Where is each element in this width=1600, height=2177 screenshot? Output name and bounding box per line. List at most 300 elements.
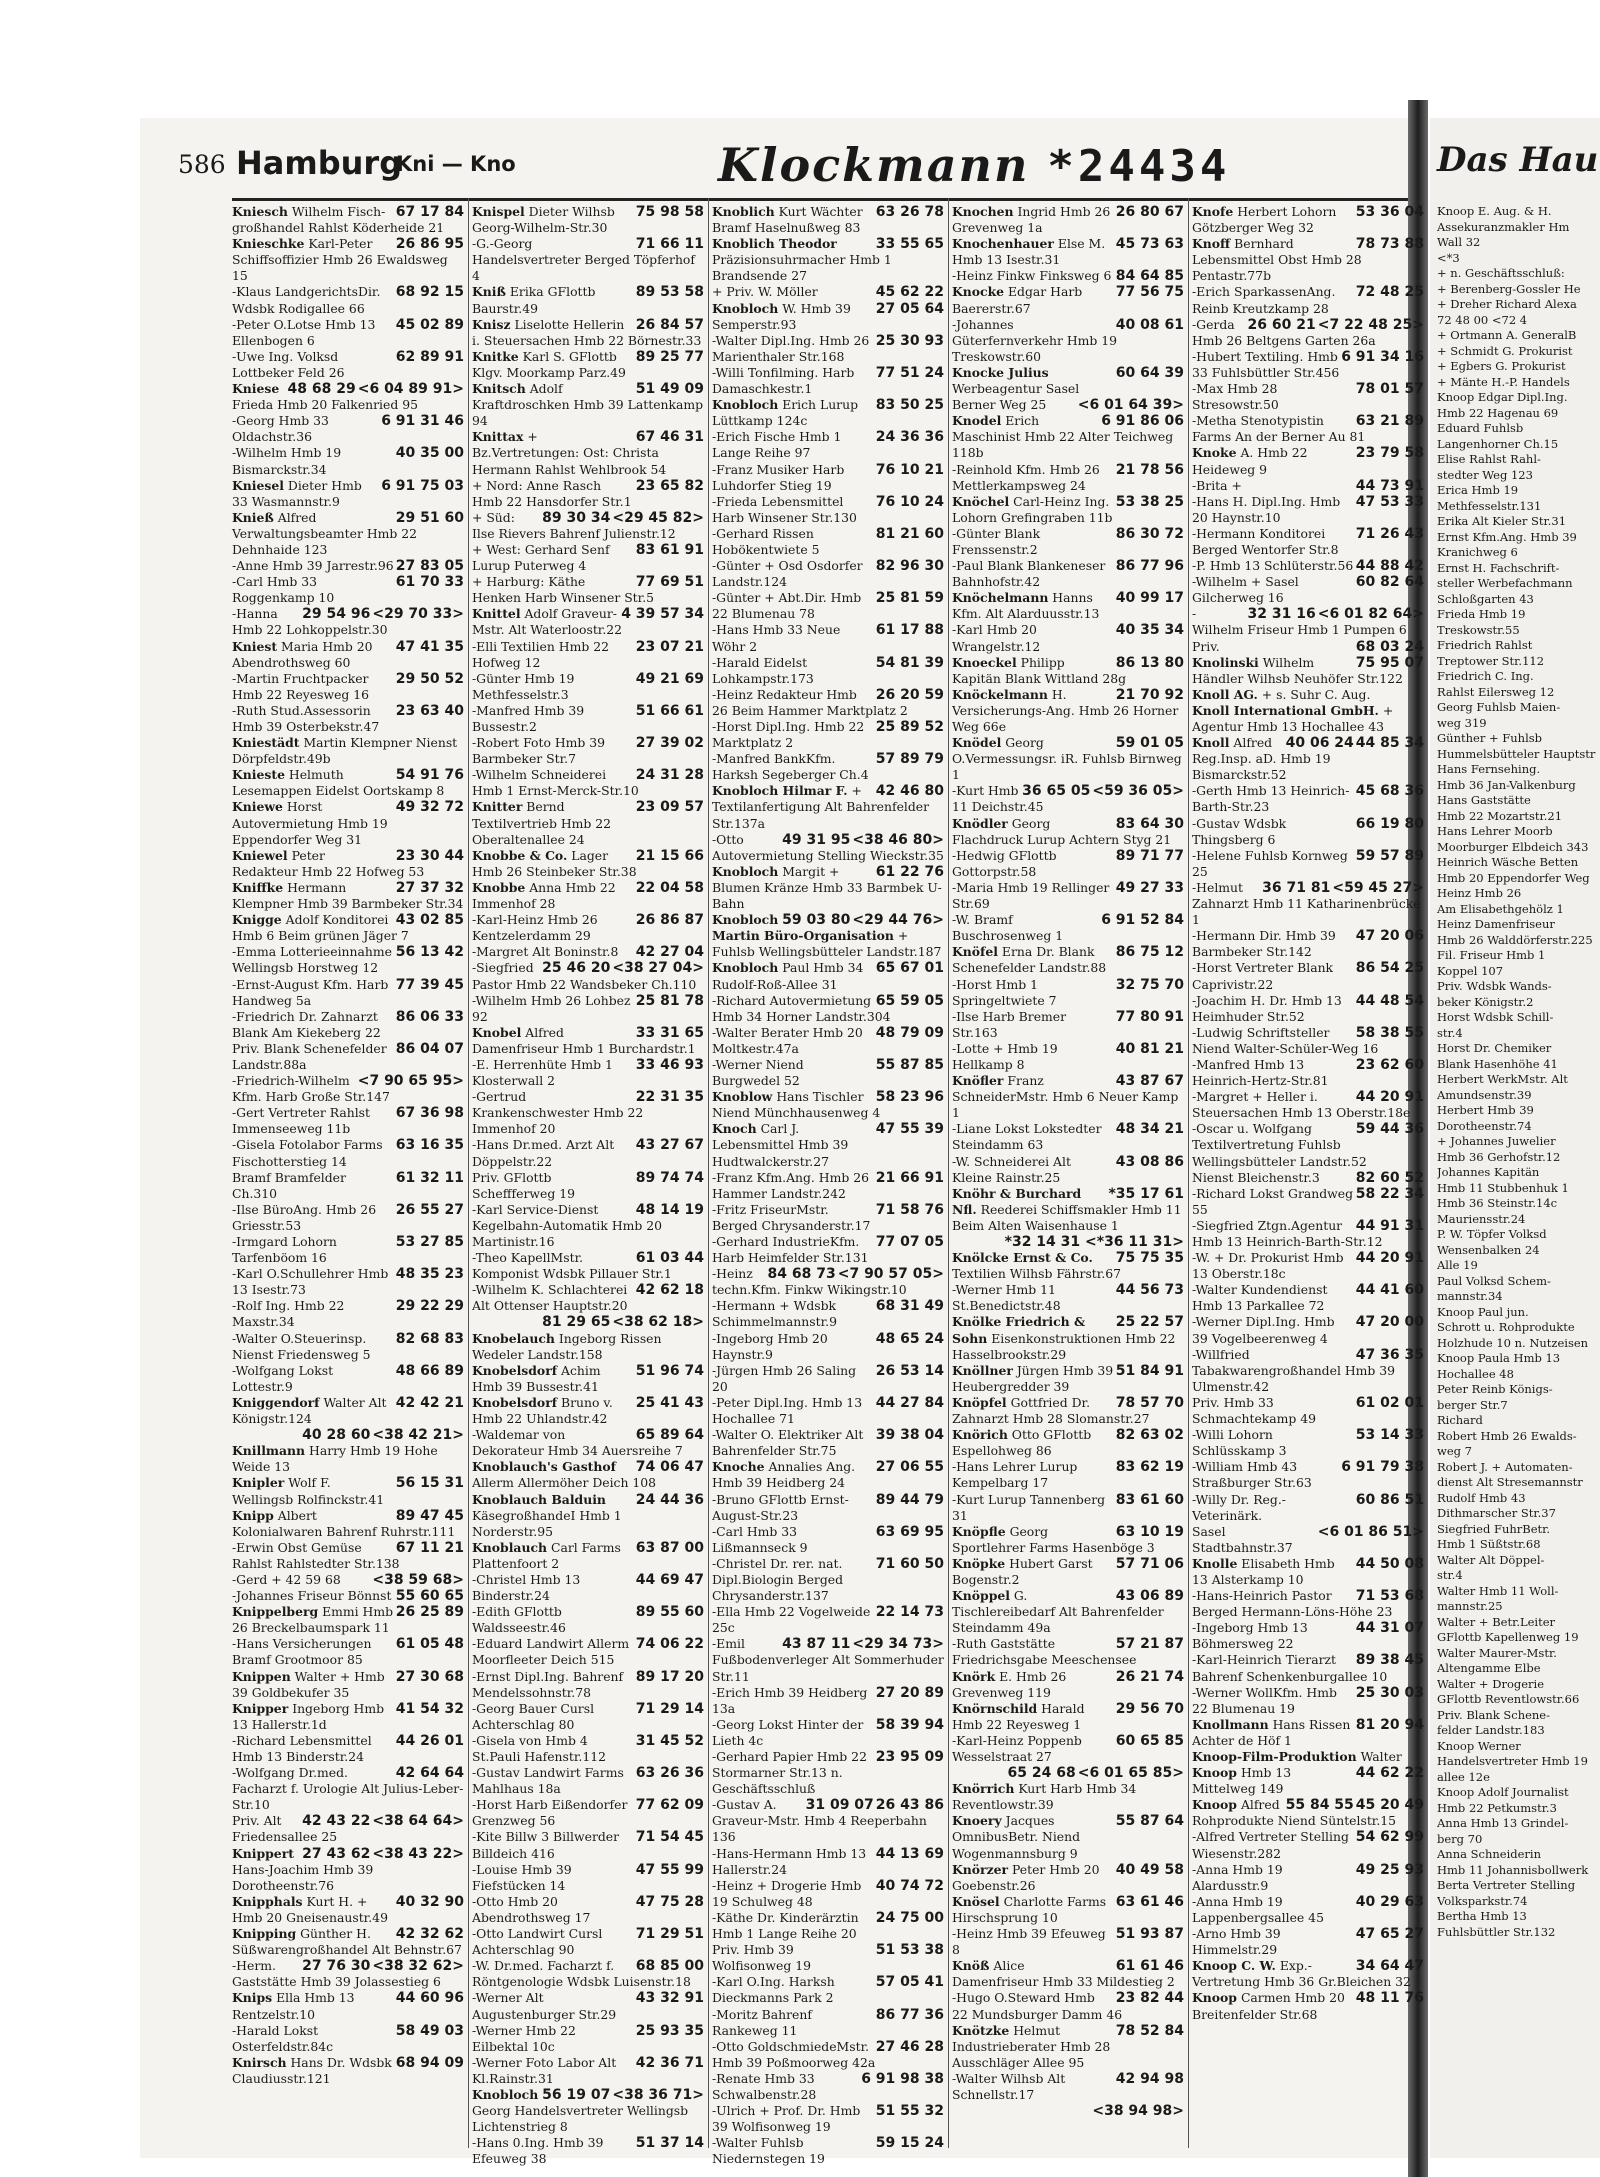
entry-name: Knoll AG. — [1192, 686, 1258, 702]
phone-number: 6 91 86 06 — [1101, 413, 1184, 430]
phone-number: 61 03 44 — [635, 1250, 704, 1267]
phone-number: 26 53 14 — [875, 1362, 944, 1379]
directory-entry — [232, 349, 464, 381]
entry-details: -Brita + — [1192, 477, 1242, 493]
directory-entry — [712, 2103, 944, 2135]
entry-details: -Ernst Dipl.Ing. Bahrenf Mendelssohnstr.78 — [472, 1668, 624, 1700]
directory-entry — [472, 1958, 704, 1990]
phone-number: 26 21 74 — [1115, 1668, 1184, 1685]
phone-number: 62 89 91 — [395, 348, 464, 365]
phone-number: 27 83 05 — [395, 558, 464, 575]
entry-name: Knöchel — [952, 493, 1010, 509]
directory-entry — [472, 880, 704, 912]
directory-entry — [232, 1073, 464, 1105]
phone-number: 89 71 77 — [1115, 847, 1184, 864]
phone-number: 24 44 36 — [635, 1491, 704, 1508]
entry-details: Lager Hmb 26 Steinbeker Str.38 — [472, 847, 637, 879]
entry-name: Kniese — [232, 381, 280, 397]
entry-details: W. Hmb 39 Semperstr.93 — [712, 300, 851, 332]
next-page-line: Heinz Hmb 26 — [1437, 886, 1522, 900]
phone-number: 44 56 73 — [1115, 1282, 1184, 1299]
entry-details: Hans Dr. Wdsbk Claudiusstr.121 — [232, 2054, 392, 2086]
phone-number: 89 53 58 — [635, 284, 704, 301]
phone-number: 54 81 39 — [875, 654, 944, 671]
entry-name: Knobloch — [472, 2086, 539, 2102]
directory-entry — [472, 1492, 704, 1540]
entry-details: + Priv. W. Möller — [712, 284, 818, 300]
entry-details: -Gisela von Hmb 4 St.Pauli Hafenstr.112 — [472, 1732, 606, 1764]
directory-entry — [952, 1492, 1184, 1524]
phone-number: 68 94 09 — [395, 2054, 464, 2071]
directory-entry — [232, 1427, 464, 1475]
phone-number: 63 21 89 — [1355, 413, 1424, 430]
entry-details: -Ilse BüroAng. Hmb 26 Griesstr.53 — [232, 1201, 377, 1233]
directory-entry — [712, 1974, 944, 2006]
phone-number: 78 01 57 — [1355, 381, 1424, 398]
entry-name: Knobbe & Co. — [472, 847, 568, 863]
entry-details: G. Tischlereibedarf Alt Bahrenfelder Steindamm 49a — [952, 1588, 1164, 1636]
entry-details: -Johannes Friseur Bönnst — [232, 1588, 392, 1604]
next-page-line: beker Königstr.2 — [1437, 994, 1534, 1009]
next-page-line: Blank Hasenhöhe 41 — [1437, 1056, 1558, 1071]
directory-entry — [232, 1508, 464, 1540]
entry-details: -Gustav Landwirt Farms Mahlhaus 18a — [472, 1765, 624, 1797]
phone-number: 44 69 47 — [635, 1571, 704, 1588]
directory-entry — [1192, 1250, 1424, 1282]
directory-entry — [472, 1990, 704, 2022]
directory-entry — [1192, 381, 1424, 413]
phone-number: 44 62 22 — [1355, 1765, 1424, 1782]
phone-number: 24 36 36 — [875, 429, 944, 446]
directory-entry — [1192, 1829, 1424, 1861]
phone-number: 55 87 64 — [1115, 1813, 1184, 1830]
phone-number: 59 44 36 — [1355, 1121, 1424, 1138]
entry-details: Hans Rissen Achter de Höf 1 — [1192, 1716, 1351, 1748]
next-page-line: Knoop Paul jun. — [1437, 1304, 1529, 1319]
next-page-line: Priv. Wdsbk Wands- — [1437, 979, 1552, 993]
phone-number: 65 67 01 — [875, 960, 944, 977]
phone-number: 81 21 60 — [875, 525, 944, 542]
phone-number: 55 84 55 — [1285, 1797, 1354, 1814]
phone-number: 61 61 46 — [1115, 1958, 1184, 1975]
entry-details: -Maria Hmb 19 Rellinger Str.69 — [952, 879, 1110, 912]
entry-details: Charlotte Farms Hirschsprung 10 — [952, 1893, 1107, 1925]
directory-entry — [472, 1057, 704, 1089]
entry-details: Emmi Hmb 26 Breckelbaumspark 11 — [232, 1604, 394, 1636]
entry-details: Georg Sportlehrer Farms Hasenböge 3 — [952, 1523, 1155, 1555]
directory-entry — [1192, 478, 1424, 494]
phone-number: 81 29 65 — [542, 1314, 611, 1331]
entry-details: Maria Hmb 20 Abendrothsweg 60 — [232, 638, 373, 670]
directory-entry — [712, 2071, 944, 2103]
phone-number: 40 81 21 — [1115, 1040, 1184, 1057]
phone-number: 89 44 79 — [875, 1491, 944, 1508]
entry-details: Otto GFlottb Espellohweg 86 — [952, 1427, 1092, 1459]
phone-number: 6 91 52 84 — [1101, 912, 1184, 929]
entry-name: Knödler — [952, 815, 1008, 831]
directory-entry — [472, 735, 704, 767]
entry-details: Achim Hmb 39 Bussestr.41 — [472, 1362, 601, 1394]
next-page-line: Alle 19 — [1437, 1258, 1478, 1272]
directory-entry — [712, 333, 944, 365]
phone-number: 71 66 11 — [635, 236, 704, 253]
entry-details: -Ludwig Schriftsteller Niend Walter-Schüler-Weg 16 — [1192, 1024, 1379, 1056]
entry-details: -Metha Stenotypistin Farms An der Berner Au 81 — [1192, 413, 1366, 445]
entry-details: -Elli Textilien Hmb 22 Hofweg 12 — [472, 638, 609, 670]
entry-details: -Walter Fuhlsb Niedernstegen 19 — [712, 2135, 825, 2167]
directory-entry — [712, 1427, 944, 1459]
phone-number: 63 10 19 — [1115, 1523, 1184, 1540]
phone-number: 27 39 02 — [635, 735, 704, 752]
phone-number: 44 20 91 — [1355, 1250, 1424, 1267]
phone-number: 61 22 76 — [875, 863, 944, 880]
directory-entry — [472, 2087, 704, 2135]
directory-entry — [472, 1459, 704, 1491]
phone-number: <38 32 62> — [372, 1958, 464, 1975]
entry-details: -Helmut Zahnarzt Hmb 11 Katharinenbrücke 1 — [1192, 879, 1421, 928]
directory-entry — [232, 848, 464, 880]
next-page-line: Eduard Fuhlsb — [1437, 421, 1524, 435]
phone-number: 71 26 43 — [1355, 525, 1424, 542]
directory-entry — [472, 993, 704, 1025]
directory-entry — [712, 622, 944, 654]
phone-number: <59 36 05> — [1092, 783, 1184, 800]
directory-entry — [232, 767, 464, 799]
entry-name: Knobelauch — [472, 1330, 555, 1346]
phone-number: 67 11 21 — [395, 1539, 464, 1556]
next-page-line: Treptower Str.112 — [1437, 653, 1545, 668]
entry-details: -Heinz techn.Kfm. Finkw Wikingstr.10 — [712, 1266, 907, 1298]
directory-entry — [232, 1669, 464, 1701]
entry-details: Walter + Hmb 39 Goldbekufer 35 — [232, 1668, 385, 1700]
next-page-line: Langenhorner Ch.15 — [1437, 436, 1559, 451]
next-page-line: Moorburger Elbdeich 343 — [1437, 839, 1589, 854]
directory-entry — [232, 606, 464, 638]
entry-name: Knöppel — [952, 1588, 1010, 1604]
entry-name: Knigge — [232, 912, 282, 928]
next-page-line: Berta Vertreter Stelling — [1437, 1878, 1576, 1892]
directory-entry — [472, 478, 704, 510]
entry-details: + Nord: Anne Rasch Hmb 22 Hansdorfer Str.1 — [472, 477, 632, 509]
entry-name: Knoop — [1192, 1990, 1237, 2006]
entry-details: -Gisela Fotolabor Farms Fischotterstieg 14 — [232, 1137, 383, 1169]
directory-entry — [1192, 1990, 1424, 2022]
entry-details: -Gerhard Rissen Hobökentwiete 5 — [712, 525, 820, 557]
entry-name: Knoblow — [712, 1089, 773, 1105]
entry-details: -Moritz Bahrenf Rankeweg 11 — [712, 2006, 812, 2038]
directory-entry — [712, 236, 944, 284]
next-page-line: weg 319 — [1437, 715, 1487, 730]
phone-number: 86 30 72 — [1115, 525, 1184, 542]
directory-entry — [232, 236, 464, 284]
entry-details: -Walter O. Elektriker Alt Bahrenfelder Str.75 — [712, 1427, 864, 1459]
entry-details: -Paul Blank Blankeneser Bahnhofstr.42 — [952, 558, 1106, 590]
entry-details: Adolf Graveur-Mstr. Alt Waterloostr.22 — [472, 606, 623, 638]
next-page-line: Herbert WerkMstr. Alt — [1437, 1072, 1568, 1086]
directory-entry — [232, 1636, 464, 1668]
entry-details: -Hans-Heinrich Pastor Berged Hermann-Löns-Höhe 23 — [1192, 1588, 1393, 1620]
directory-entry — [712, 1459, 944, 1491]
next-page-line: Koppel 107 — [1437, 963, 1504, 978]
phone-number: 82 60 52 — [1355, 1169, 1424, 1186]
directory-entry — [472, 639, 704, 671]
phone-number: 23 30 44 — [395, 847, 464, 864]
directory-entry — [712, 1170, 944, 1202]
next-page-line: Handelsvertreter Hmb 19 — [1437, 1754, 1588, 1768]
phone-number: 54 91 76 — [395, 767, 464, 784]
directory-entry — [1192, 993, 1424, 1025]
entry-details: -Wilhelm Friseur Hmb 1 Pumpen 6 — [1192, 606, 1407, 638]
directory-entry — [712, 284, 944, 300]
directory-entry — [232, 1540, 464, 1572]
phone-number: 42 46 80 — [875, 783, 944, 800]
phone-number: *32 14 31 <*36 11 31> — [1004, 1234, 1184, 1250]
directory-entry — [472, 1202, 704, 1250]
next-page-line: Rahlst Eilersweg 12 — [1437, 684, 1555, 699]
entry-name: Knippert — [232, 1845, 294, 1861]
phone-number: 45 20 49 — [1355, 1797, 1424, 1814]
entry-details: -Edith GFlottb Waldsseestr.46 — [472, 1604, 566, 1636]
phone-number: 44 27 84 — [875, 1394, 944, 1411]
entry-details: -Carl Hmb 33 Roggenkamp 10 — [232, 574, 335, 606]
phone-number: 57 71 06 — [1115, 1555, 1184, 1572]
directory-entry — [232, 1765, 464, 1813]
directory-entry — [712, 1910, 944, 1942]
entry-details: Gottfried Dr. Zahnarzt Hmb 28 Slomanstr.27 — [952, 1394, 1150, 1427]
next-page-line: Knoop Paula Hmb 13 — [1437, 1351, 1561, 1365]
phone-number: 77 62 09 — [635, 1797, 704, 1814]
entry-details: -Georg Lokst Hinter der Lieth 4c — [712, 1716, 864, 1748]
entry-details: -Herm. Gaststätte Hmb 39 Jolassestieg 6 — [232, 1958, 441, 1990]
phone-number: 27 37 32 — [395, 879, 464, 896]
phone-number: <7 90 57 05> — [837, 1266, 944, 1283]
entry-details: Martin Klempner Nienst Dörpfeldstr.49b — [232, 735, 458, 767]
directory-entry — [472, 284, 704, 316]
entry-details: -Franz Musiker Harb Luhdorfer Stieg 19 — [712, 461, 845, 493]
phone-number: 82 63 02 — [1115, 1427, 1184, 1444]
next-page-line: Herbert Hmb 39 — [1437, 1103, 1534, 1117]
entry-details: -Günter + Osd Osdorfer Landstr.124 — [712, 558, 863, 590]
entry-details: Edgar Harb Baererstr.67 — [952, 284, 1083, 316]
entry-details: -Gustav Wdsbk Thingsberg 6 — [1192, 815, 1287, 847]
phone-number: 42 36 71 — [635, 2054, 704, 2071]
entry-details: Margit + Blumen Kränze Hmb 33 Barmbek U-Bahn — [712, 863, 942, 912]
next-page-line: + Schmidt G. Prokurist — [1437, 343, 1573, 358]
entry-details: Harry Hmb 19 Hohe Weide 13 — [232, 1443, 438, 1475]
entry-details: -Gerda Hmb 26 Beltgens Garten 26a — [1192, 316, 1376, 348]
directory-entry — [952, 912, 1184, 944]
directory-entry — [952, 1395, 1184, 1427]
phone-number: 42 32 62 — [395, 1926, 464, 1943]
entry-details: -Siegfried Pastor Hmb 22 Wandsbeker Ch.110 — [472, 960, 697, 992]
phone-number: 86 77 96 — [1115, 558, 1184, 575]
next-page-line: Anna Hmb 13 Grindel- — [1437, 1816, 1569, 1830]
entry-details: Peter Redakteur Hmb 22 Hofweg 53 — [232, 847, 425, 879]
entry-details: -Arno Hmb 39 Himmelstr.29 — [1192, 1926, 1281, 1958]
directory-entry — [712, 1298, 944, 1330]
entry-name: Knispel — [472, 204, 525, 219]
directory-entry — [472, 542, 704, 574]
entry-details: -Heinz Finkw Finksweg 6 — [952, 268, 1112, 284]
phone-number: 26 43 86 — [875, 1797, 944, 1814]
next-page-line: Walter + Drogerie — [1437, 1676, 1545, 1691]
phone-number: 42 62 18 — [635, 1282, 704, 1299]
entry-name: Knoll — [1192, 735, 1230, 751]
entry-details: Philipp Kapitän Blank Wittland 28g — [952, 654, 1127, 686]
entry-details: Hans Tischler Niend Münchhausenweg 4 — [712, 1089, 881, 1121]
entry-name: Knobelsdorf — [472, 1394, 558, 1410]
entry-details: Carl J. Lebensmittel Hmb 39 Hudtwalckerstr.27 — [712, 1121, 849, 1169]
directory-entry — [472, 1395, 704, 1427]
entry-details: H. Versicherungs-Ang. Hmb 26 Horner Weg 66e — [952, 686, 1179, 734]
entry-name: Knieste — [232, 767, 285, 783]
phone-number: 68 85 00 — [635, 1958, 704, 1975]
next-page-line: Wall 32 — [1437, 235, 1481, 249]
entry-details: Hermann Klempner Hmb 39 Barmbeker Str.34 — [232, 879, 464, 912]
phone-number: 26 20 59 — [875, 686, 944, 703]
entry-details: Bramf Bramfelder Ch.310 — [232, 1169, 346, 1201]
next-page-line: allee 12e — [1437, 1769, 1490, 1784]
entry-details: -Karl Hmb 20 Wrangelstr.12 — [952, 622, 1041, 654]
phone-number: 44 48 54 — [1355, 992, 1424, 1009]
phone-number: 40 35 00 — [395, 445, 464, 462]
directory-entry — [952, 284, 1184, 316]
directory-entry — [712, 558, 944, 590]
next-page-line: Volksparkstr.74 — [1437, 1893, 1528, 1908]
directory-entry — [1192, 1652, 1424, 1684]
next-page-line: Hans Gaststätte — [1437, 793, 1531, 807]
entry-details: -Harald Lokst Osterfeldstr.84c — [232, 2022, 334, 2054]
entry-details: -Gerhard IndustrieKfm. Harb Heimfelder Str.131 — [712, 1234, 869, 1266]
phone-number: 47 20 00 — [1355, 1314, 1424, 1331]
directory-entry — [1192, 1749, 1424, 1765]
directory-entry — [712, 2007, 944, 2039]
entry-name: Knoop-Film-Produktion — [1192, 1749, 1357, 1764]
entry-details: + Süd: Ilse Rievers Bahrenf Julienstr.12 — [472, 509, 676, 541]
entry-name: Knolle — [1192, 1555, 1238, 1571]
entry-details: -Werner Niend Burgwedel 52 — [712, 1056, 804, 1089]
entry-details: Horst Autovermietung Hmb 19 Eppendorfer Weg 31 — [232, 799, 388, 847]
phone-number: 22 04 58 — [635, 879, 704, 896]
directory-entry — [232, 558, 464, 574]
entry-details: -Heinz Redakteur Hmb 26 Beim Hammer Marktplatz 2 — [712, 686, 908, 718]
directory-entry — [1192, 1797, 1424, 1829]
entry-name: Knisz — [472, 316, 511, 332]
phone-number: 24 31 28 — [635, 767, 704, 784]
directory-entry — [952, 944, 1184, 976]
phone-number: 59 03 80 — [782, 912, 851, 929]
entry-details: Priv. Hmb 39 Wolfisonweg 19 — [712, 1942, 811, 1974]
phone-number: 61 32 11 — [395, 1169, 464, 1186]
directory-entry — [1192, 960, 1424, 992]
entry-details: -Walter O.Steuerinsp. Nienst Friedensweg 5 — [232, 1330, 371, 1362]
phone-number: 82 96 30 — [875, 558, 944, 575]
phone-number: 51 96 74 — [635, 1362, 704, 1379]
entry-details: -Hans-Hermann Hmb 13 Hallerstr.24 — [712, 1845, 867, 1877]
directory-entry — [712, 1057, 944, 1089]
phone-number: 40 06 24 — [1285, 735, 1354, 752]
entry-details: Hubert Garst Bogenstr.2 — [952, 1555, 1093, 1587]
entry-details: -Carl Hmb 33 Lißmannseck 9 — [712, 1523, 808, 1555]
entry-details: -Manfred Hmb 39 Bussestr.2 — [472, 702, 585, 734]
entry-details: + Textilanfertigung Alt Bahrenfelder Str.137a — [712, 783, 930, 831]
entry-details: -Ruth Stud.Assessorin Hmb 39 Osterbekstr.47 — [232, 702, 380, 734]
directory-entry — [1192, 574, 1424, 606]
directory-entry — [1192, 816, 1424, 848]
entry-name: Knocke — [952, 284, 1005, 300]
entry-details: -Wolfgang Dr.med. Facharzt f. Urologie Alt Julius-Leber-Str.10 — [232, 1765, 464, 1813]
directory-entry — [472, 381, 704, 429]
entry-details: -Willi Tonfilming. Harb Damaschkestr.1 — [712, 364, 855, 397]
next-page-line: + Egbers G. Prokurist — [1437, 359, 1566, 373]
next-page-line: Erika Alt Kieler Str.31 — [1437, 514, 1567, 528]
phone-number: 32 75 70 — [1115, 976, 1184, 993]
phone-number: 49 27 33 — [1115, 879, 1184, 896]
phone-number: 77 80 91 — [1115, 1008, 1184, 1025]
directory-entry — [952, 1234, 1184, 1282]
phone-number: <7 90 65 95> — [357, 1073, 464, 1090]
entry-details: -Günter + Abt.Dir. Hmb 22 Blumenau 78 — [712, 590, 862, 622]
directory-entry — [472, 1170, 704, 1202]
entry-details: -Karl-Heinz Hmb 26 Kentzelerdamm 29 — [472, 912, 598, 944]
next-page-line: Knoop Edgar Dipl.Ing. — [1437, 390, 1568, 404]
phone-number: 86 77 36 — [875, 2006, 944, 2023]
phone-number: 67 17 84 — [395, 204, 464, 220]
next-page-line: stedter Weg 123 — [1437, 467, 1533, 482]
entry-details: -Horst Harb Eißendorfer Grenzweg 56 — [472, 1797, 628, 1829]
entry-name: Kniß — [472, 284, 506, 300]
next-page-line: + Mänte H.-P. Handels — [1437, 374, 1570, 389]
entry-name: Knoblauch's Gasthof — [472, 1459, 616, 1475]
phone-number: 86 75 12 — [1115, 944, 1184, 961]
directory-entry — [712, 687, 944, 719]
directory-entry — [472, 1829, 704, 1861]
entry-name: Knötzke — [952, 2022, 1010, 2038]
directory-entry — [952, 1009, 1184, 1041]
directory-entry — [1192, 1958, 1424, 1990]
entry-name: Kniewe — [232, 799, 283, 815]
entry-details: + Fuhlsb Wellingsbütteler Landstr.187 — [712, 928, 942, 960]
directory-entry — [472, 1862, 704, 1894]
entry-details: Dieter Wilhsb Georg-Wilhelm-Str.30 — [472, 204, 615, 236]
phone-number: 6 91 98 38 — [861, 2070, 944, 2087]
phone-number: 63 69 95 — [875, 1523, 944, 1540]
directory-entry — [232, 1363, 464, 1395]
entry-details: -Hans Versicherungen Bramf Grootmoor 85 — [232, 1636, 372, 1668]
entry-details: -Heinz Hmb 39 Efeuweg 8 — [952, 1926, 1106, 1958]
phone-number: 27 43 62 — [302, 1845, 371, 1862]
city-title: Hamburg — [236, 144, 403, 182]
directory-entry — [952, 880, 1184, 912]
next-page-line: mannstr.34 — [1437, 1289, 1503, 1303]
entry-name: Kniesch — [232, 204, 288, 219]
entry-details: -Alfred Vertreter Stelling Wiesenstr.282 — [1192, 1829, 1349, 1861]
entry-details: -Irmgard Lohorn Tarfenböom 16 — [232, 1234, 337, 1266]
entry-details: -Hermann Konditorei Berged Wentorfer Str.8 — [1192, 525, 1339, 557]
phone-number: 23 07 21 — [635, 638, 704, 655]
entry-details: Georg Handelsvertreter Wellingsb Lichtenstrieg 8 — [472, 2103, 689, 2135]
entry-name: Knörrich — [952, 1781, 1015, 1797]
phone-number: 72 48 25 — [1355, 284, 1424, 301]
directory-entry — [1192, 1926, 1424, 1958]
phone-number: 48 65 24 — [875, 1330, 944, 1347]
next-page-line: Dithmarscher Str.37 — [1437, 1506, 1556, 1520]
next-page-header: Das Hau — [1437, 140, 1599, 180]
directory-entry — [1192, 1685, 1424, 1717]
directory-entry — [1192, 1218, 1424, 1250]
directory-entry — [1192, 494, 1424, 526]
entry-details: Helmuth Lesemappen Eidelst Oortskamp 8 — [232, 767, 445, 799]
